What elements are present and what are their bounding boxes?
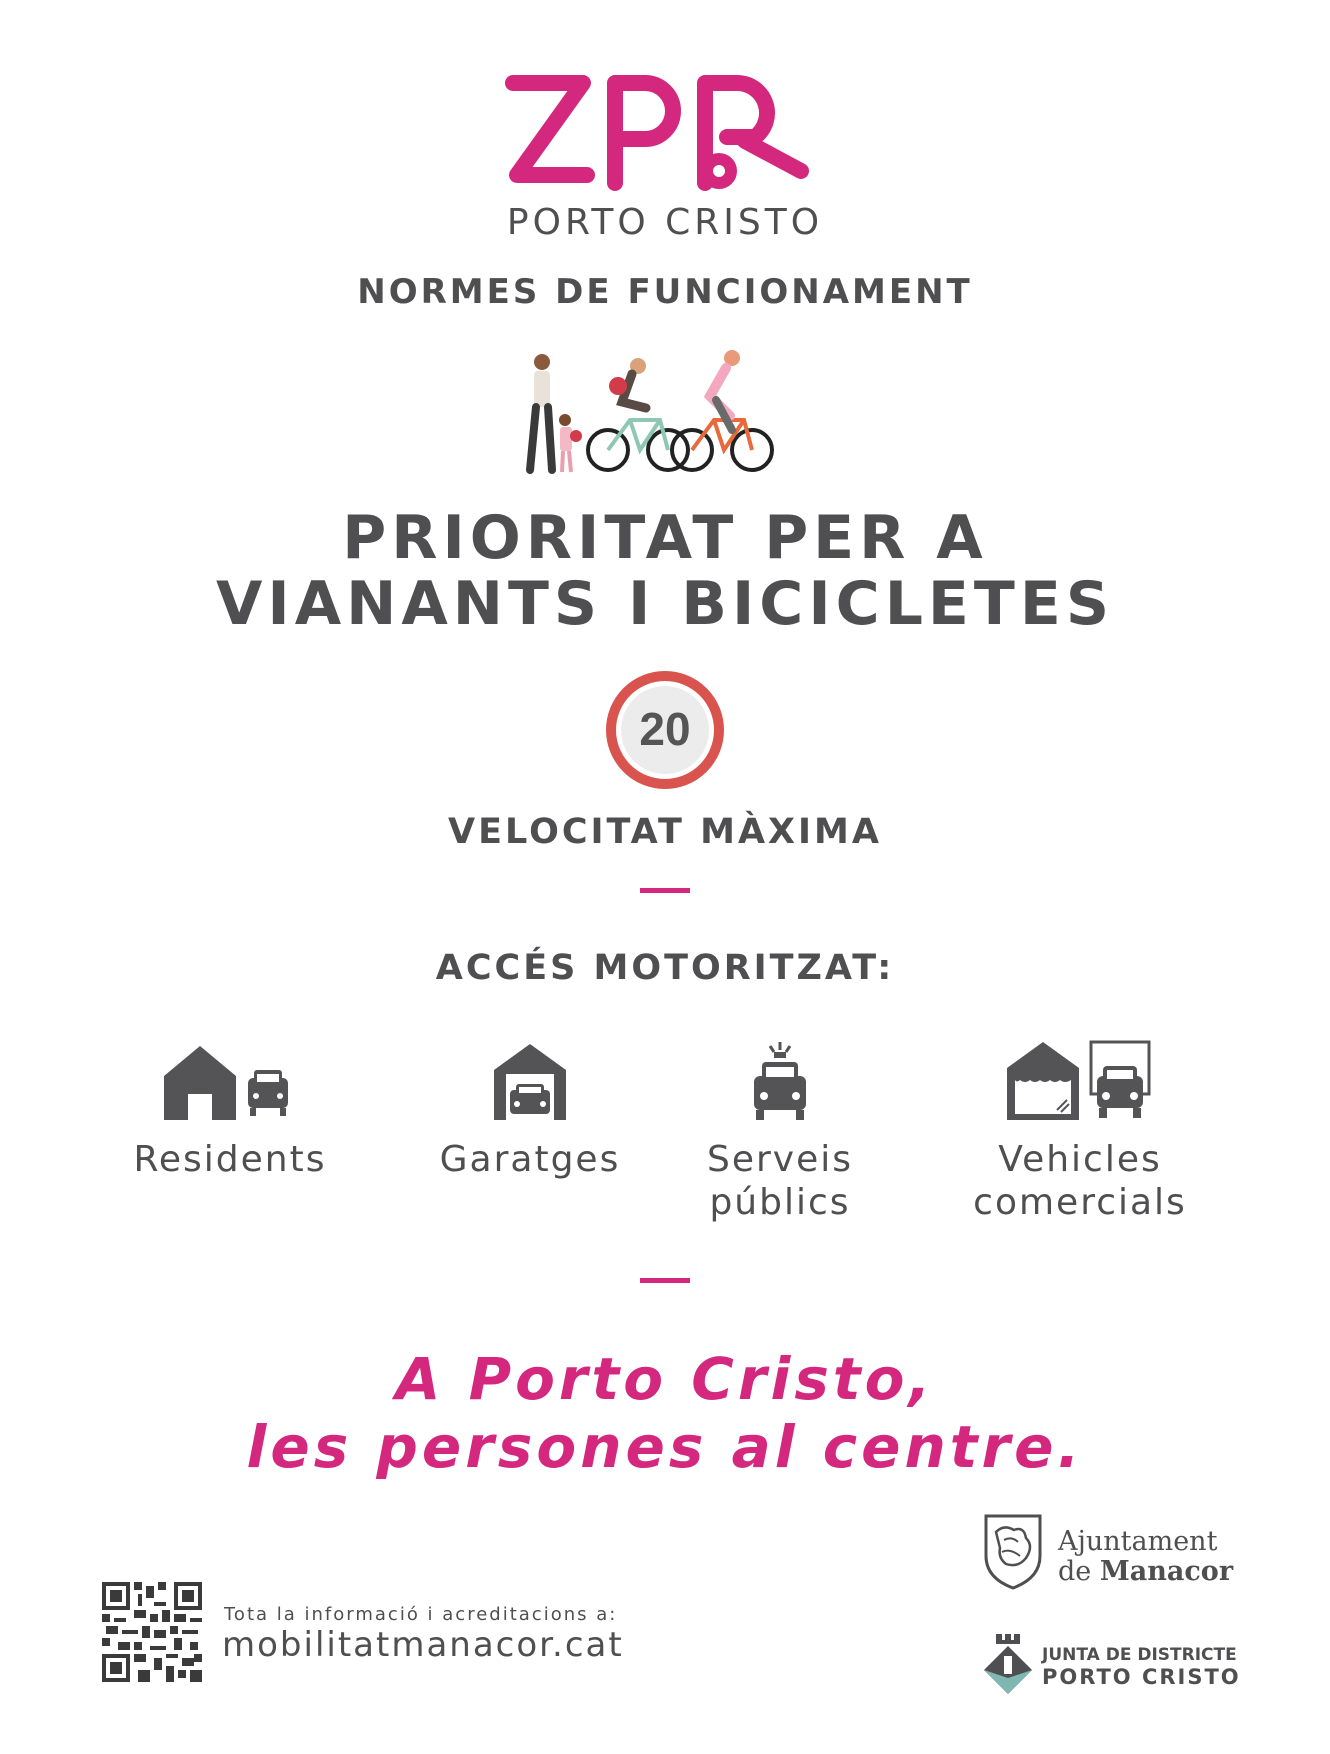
pedestrians-cyclists-illustration (520, 350, 820, 480)
category-residents (120, 1040, 340, 1181)
speed-label: VELOCITAT MÀXIMA (448, 812, 882, 852)
slogan-line-1: A Porto Cristo, (395, 1345, 935, 1413)
category-garages-label: Garatges (439, 1139, 621, 1180)
priority-line-2: VIANANTS I BICICLETES (215, 569, 1115, 639)
ajuntament-line-2 (1058, 1556, 1233, 1587)
slogan-line-2: les persones al centre. (246, 1413, 1084, 1481)
category-public-services-label-2: públics (709, 1182, 851, 1223)
ajuntament-line-2-prefix: de (1058, 1556, 1100, 1587)
info-caption: Tota la informació i acreditacions a: (224, 1604, 618, 1625)
ajuntament-line-2-name: Manacor (1099, 1556, 1234, 1587)
category-public-services (680, 1040, 880, 1224)
category-commercial-label-1: Vehicles (998, 1139, 1162, 1180)
slogan (0, 1345, 1330, 1481)
manacor-coat-of-arms-icon (982, 1512, 1044, 1590)
website-link[interactable]: mobilitatmanacor.cat (222, 1625, 624, 1665)
logo-subtitle: PORTO CRISTO (506, 202, 824, 243)
junta-line-1: JUNTA DE DISTRICTE (1042, 1645, 1237, 1665)
speed-limit-value: 20 (639, 703, 691, 755)
speed-limit-sign (605, 670, 725, 790)
qr-code[interactable] (102, 1582, 202, 1682)
junta-district-icon (982, 1632, 1034, 1698)
police-car-icon (740, 1040, 820, 1120)
house-car-icon (160, 1040, 300, 1120)
rules-title: NORMES DE FUNCIONAMENT (357, 272, 973, 312)
priority-line-1: PRIORITAT PER A (342, 503, 988, 573)
category-commercial-vehicles (950, 1040, 1210, 1224)
category-commercial-label-2: comercials (973, 1182, 1187, 1223)
priority-heading (0, 505, 1330, 637)
garage-icon (490, 1040, 570, 1120)
category-public-services-label-1: Serveis (706, 1139, 853, 1180)
shop-truck-icon (1005, 1040, 1155, 1120)
access-label: ACCÉS MOTORITZAT: (435, 948, 895, 988)
category-residents-label: Residents (133, 1139, 327, 1180)
divider (640, 1278, 690, 1283)
divider (640, 888, 690, 893)
zpr-logo (505, 75, 825, 195)
category-garages (425, 1040, 635, 1181)
junta-line-2: PORTO CRISTO (1042, 1665, 1241, 1689)
ajuntament-line-1: Ajuntament (1058, 1526, 1218, 1557)
